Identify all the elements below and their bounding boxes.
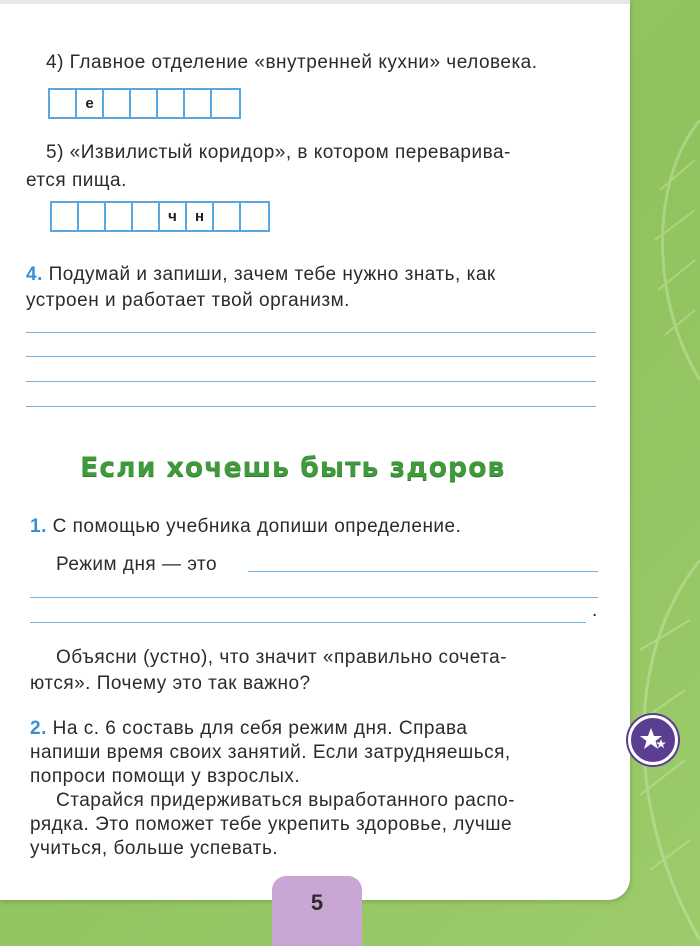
task-4-number: 4. — [26, 264, 43, 285]
star-badge-icon — [628, 715, 678, 765]
grid-cell[interactable] — [214, 203, 241, 230]
item-5-line-1: 5) «Извилистый коридор», в котором переварива- — [46, 142, 511, 163]
definition-period: . — [592, 600, 598, 621]
task-4-line-2: устроен и работает твой организм. — [26, 290, 350, 311]
grid-cell[interactable] — [79, 203, 106, 230]
task-4-line-1 — [26, 262, 496, 288]
crossword-grid-4[interactable] — [48, 88, 241, 119]
crossword-grid-5[interactable] — [50, 201, 270, 232]
page-number: 5 — [272, 876, 362, 946]
grid-cell[interactable] — [185, 90, 212, 117]
explain-line-1: Объясни (устно), что значит «правильно сочета- — [56, 647, 508, 668]
leaf-decoration-top — [640, 120, 700, 380]
item-5-line-2: ется пища. — [26, 170, 127, 191]
grid-cell[interactable]: н — [187, 203, 214, 230]
task-2-line-5: рядка. Это поможет тебе укрепить здоровье, лучше — [30, 814, 513, 835]
item-4-text: 4) Главное отделение «внутренней кухни» человека. — [46, 52, 538, 73]
definition-prefix: Режим дня — это — [56, 554, 218, 575]
task-2-line-4: Старайся придерживаться выработанного распо- — [56, 790, 515, 811]
grid-cell[interactable] — [131, 90, 158, 117]
grid-cell[interactable] — [158, 90, 185, 117]
task-2-line-3: попроси помощи у взрослых. — [30, 766, 301, 787]
answer-line[interactable] — [26, 356, 596, 357]
grid-cell[interactable] — [52, 203, 79, 230]
task-2-line-6: учиться, больше успевать. — [30, 838, 279, 859]
section-heading: Если хочешь быть здоров — [80, 452, 506, 483]
definition-line[interactable] — [30, 622, 586, 623]
grid-cell[interactable] — [212, 90, 239, 117]
grid-cell[interactable] — [133, 203, 160, 230]
grid-cell[interactable] — [106, 203, 133, 230]
grid-cell[interactable] — [104, 90, 131, 117]
explain-line-2: ются». Почему это так важно? — [30, 673, 311, 694]
grid-cell[interactable] — [241, 203, 268, 230]
task-4-text: Подумай и запиши, зачем тебе нужно знать, как — [48, 264, 496, 285]
definition-line[interactable] — [30, 597, 598, 598]
grid-cell[interactable]: ч — [160, 203, 187, 230]
definition-line[interactable] — [248, 571, 598, 572]
task-1-number: 1. — [30, 516, 47, 537]
task-2-line-2: напиши время своих занятий. Если затрудняешься, — [30, 742, 511, 763]
answer-line[interactable] — [26, 332, 596, 333]
answer-line[interactable] — [26, 406, 596, 407]
grid-cell[interactable]: е — [77, 90, 104, 117]
grid-cell[interactable] — [50, 90, 77, 117]
top-strip — [0, 0, 630, 4]
task-1-line — [30, 514, 461, 540]
task-2-text: На с. 6 составь для себя режим дня. Справа — [52, 718, 468, 739]
task-2-number: 2. — [30, 718, 47, 739]
task-1-text: С помощью учебника допиши определение. — [52, 516, 462, 537]
task-2-line-1 — [30, 716, 467, 742]
answer-line[interactable] — [26, 381, 596, 382]
